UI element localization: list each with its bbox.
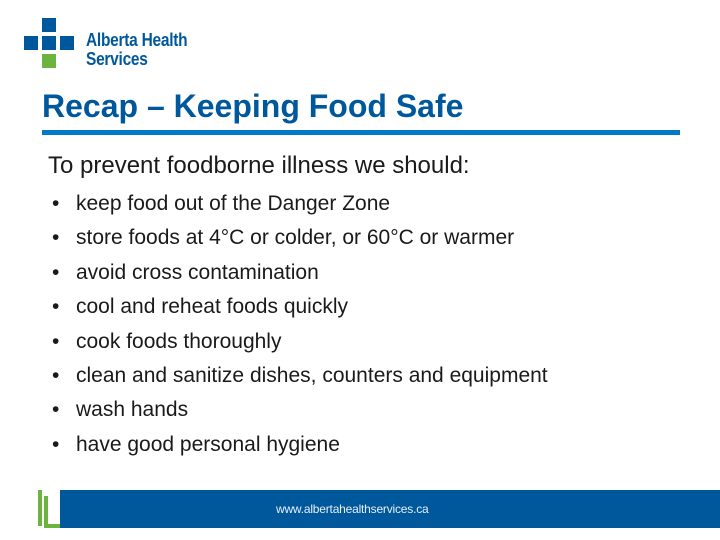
bullet-icon: • xyxy=(52,295,60,319)
bullet-icon: • xyxy=(52,432,60,456)
list-item-text: keep food out of the Danger Zone xyxy=(76,192,391,215)
logo-line-1: Alberta Health xyxy=(86,30,188,50)
logo-line-2: Services xyxy=(86,49,148,69)
bullet-icon: • xyxy=(52,398,60,422)
list-item-text: cool and reheat foods quickly xyxy=(76,295,349,319)
bullet-icon: • xyxy=(52,363,60,387)
list-item-text: wash hands xyxy=(76,398,189,422)
bullet-icon: • xyxy=(52,192,60,215)
list-item-text: cook foods thoroughly xyxy=(76,329,282,353)
title-underline xyxy=(42,130,680,135)
slide-title: Recap – Keeping Food Safe xyxy=(42,88,464,124)
intro-text: To prevent foodborne illness we should: xyxy=(48,152,470,179)
list-item-text: avoid cross contamination xyxy=(76,260,319,284)
page-number: 66 xyxy=(680,475,698,492)
list-item-text: clean and sanitize dishes, counters and equipment xyxy=(76,363,548,387)
footer-green-stripe xyxy=(38,490,42,526)
bullet-icon: • xyxy=(52,226,60,250)
footer-green-bracket-cutout xyxy=(48,496,60,524)
list-item-text: have good personal hygiene xyxy=(76,432,340,456)
ahs-cross-logo-icon xyxy=(24,18,80,74)
footer-website-url: www.albertahealthservices.ca xyxy=(276,502,429,516)
list-item-text: store foods at 4°C or colder, or 60°C or warmer xyxy=(76,226,515,250)
logo-wordmark xyxy=(86,31,187,69)
bullet-icon: • xyxy=(52,329,60,353)
alberta-health-services-logo xyxy=(24,18,224,74)
bullet-icon: • xyxy=(52,260,60,284)
